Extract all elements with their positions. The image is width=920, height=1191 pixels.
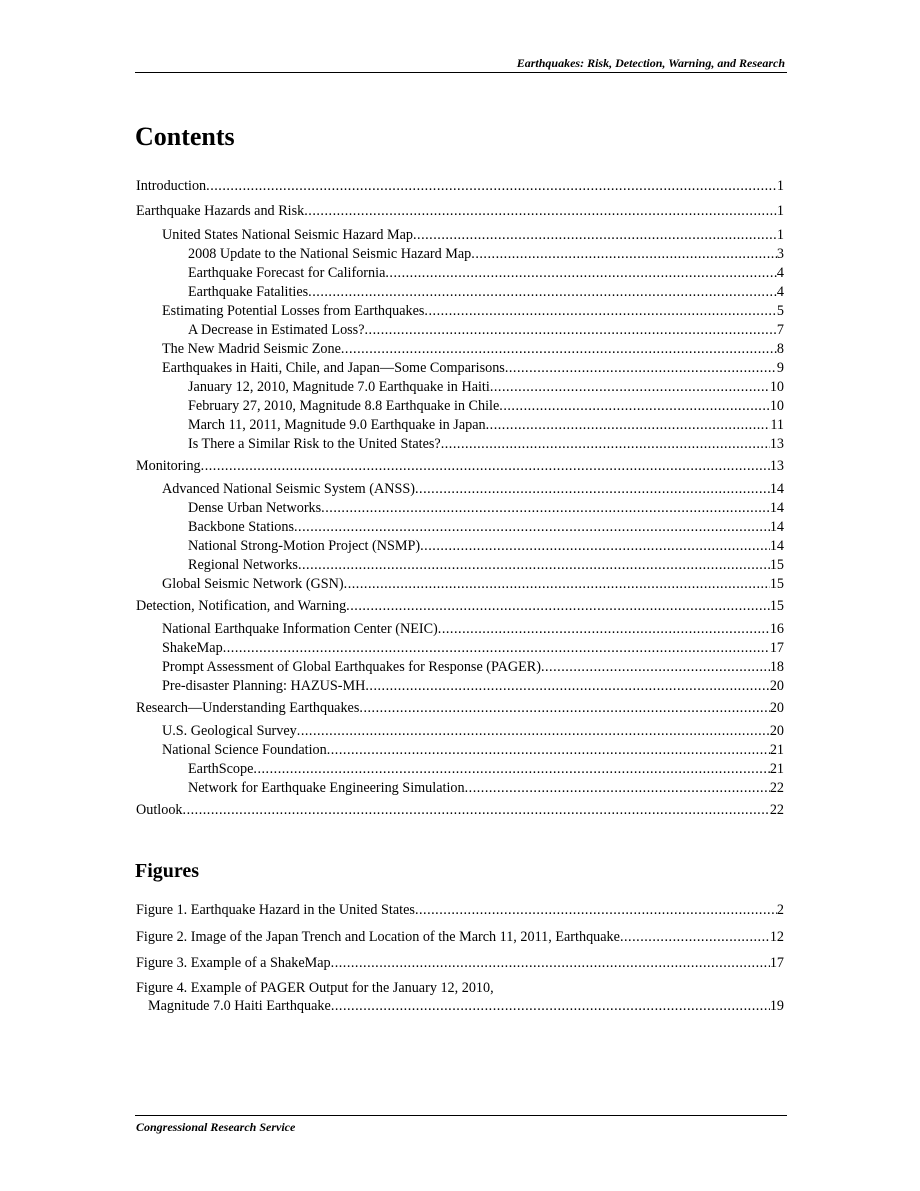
- header-rule: [135, 72, 787, 73]
- figure-entry[interactable]: Figure 1. Earthquake Hazard in the United States ..... 2: [136, 901, 784, 919]
- toc-entry[interactable]: A Decrease in Estimated Loss? ..... 7: [188, 321, 784, 339]
- toc-entry[interactable]: United States National Seismic Hazard Map ..... 1: [162, 226, 784, 244]
- toc-entry[interactable]: National Earthquake Information Center (NEIC) ..... 16: [162, 620, 784, 638]
- toc-entry[interactable]: U.S. Geological Survey ..... 20: [162, 722, 784, 740]
- figure-entry[interactable]: Figure 3. Example of a ShakeMap ..... 17: [136, 954, 784, 972]
- toc-entry[interactable]: Monitoring ..... 13: [136, 457, 784, 475]
- toc-entry[interactable]: National Science Foundation ..... 21: [162, 741, 784, 759]
- running-header: Earthquakes: Risk, Detection, Warning, and Research: [516, 56, 785, 70]
- toc-entry[interactable]: Earthquake Forecast for California ..... 4: [188, 264, 784, 282]
- toc-entry[interactable]: Backbone Stations ..... 14: [188, 518, 784, 536]
- toc-entry[interactable]: Global Seismic Network (GSN) ..... 15: [162, 575, 784, 593]
- toc-entry[interactable]: Earthquake Fatalities ..... 4: [188, 283, 784, 301]
- toc-entry[interactable]: Estimating Potential Losses from Earthquakes ..... 5: [162, 302, 784, 320]
- toc-entry[interactable]: January 12, 2010, Magnitude 7.0 Earthquake in Haiti ..... 10: [188, 378, 784, 396]
- toc-entry[interactable]: Outlook ..... 22: [136, 801, 784, 819]
- running-footer: Congressional Research Service: [136, 1120, 296, 1134]
- toc-entry[interactable]: Research—Understanding Earthquakes ..... 20: [136, 699, 784, 717]
- toc-entry[interactable]: EarthScope ..... 21: [188, 760, 784, 778]
- toc-entry[interactable]: ShakeMap ..... 17: [162, 639, 784, 657]
- toc-entry[interactable]: Network for Earthquake Engineering Simulation ..... 22: [188, 779, 784, 797]
- figure-entry[interactable]: Figure 2. Image of the Japan Trench and Location of the March 11, 2011, Earthquake ..... 12: [136, 928, 784, 946]
- toc-entry[interactable]: The New Madrid Seismic Zone ..... 8: [162, 340, 784, 358]
- figures-title: Figures: [135, 860, 200, 882]
- toc-entry[interactable]: Earthquakes in Haiti, Chile, and Japan—Some Comparisons ..... 9: [162, 359, 784, 377]
- contents-title: Contents: [135, 122, 235, 151]
- toc-entry[interactable]: Regional Networks ..... 15: [188, 556, 784, 574]
- toc-entry[interactable]: Advanced National Seismic System (ANSS) ..... 14: [162, 480, 784, 498]
- toc-entry[interactable]: March 11, 2011, Magnitude 9.0 Earthquake in Japan ..... 11: [188, 416, 784, 434]
- toc-entry[interactable]: Is There a Similar Risk to the United States? ..... 13: [188, 435, 784, 453]
- footer-rule: [135, 1115, 787, 1116]
- toc-entry[interactable]: Introduction ..... 1: [136, 177, 784, 195]
- toc-entry[interactable]: February 27, 2010, Magnitude 8.8 Earthquake in Chile ..... 10: [188, 397, 784, 415]
- toc-entry[interactable]: Earthquake Hazards and Risk ..... 1: [136, 202, 784, 220]
- toc-entry[interactable]: 2008 Update to the National Seismic Hazard Map ..... 3: [188, 245, 784, 263]
- toc-entry[interactable]: Pre-disaster Planning: HAZUS-MH ..... 20: [162, 677, 784, 695]
- toc-entry[interactable]: Prompt Assessment of Global Earthquakes for Response (PAGER) ..... 18: [162, 658, 784, 676]
- figure-entry[interactable]: Figure 4. Example of PAGER Output for the January 12, 2010, Magnitude 7.0 Haiti Earthquake ..... 19: [136, 979, 784, 1015]
- toc-entry[interactable]: Dense Urban Networks ..... 14: [188, 499, 784, 517]
- toc-entry[interactable]: Detection, Notification, and Warning ..... 15: [136, 597, 784, 615]
- toc-entry[interactable]: National Strong-Motion Project (NSMP) ..... 14: [188, 537, 784, 555]
